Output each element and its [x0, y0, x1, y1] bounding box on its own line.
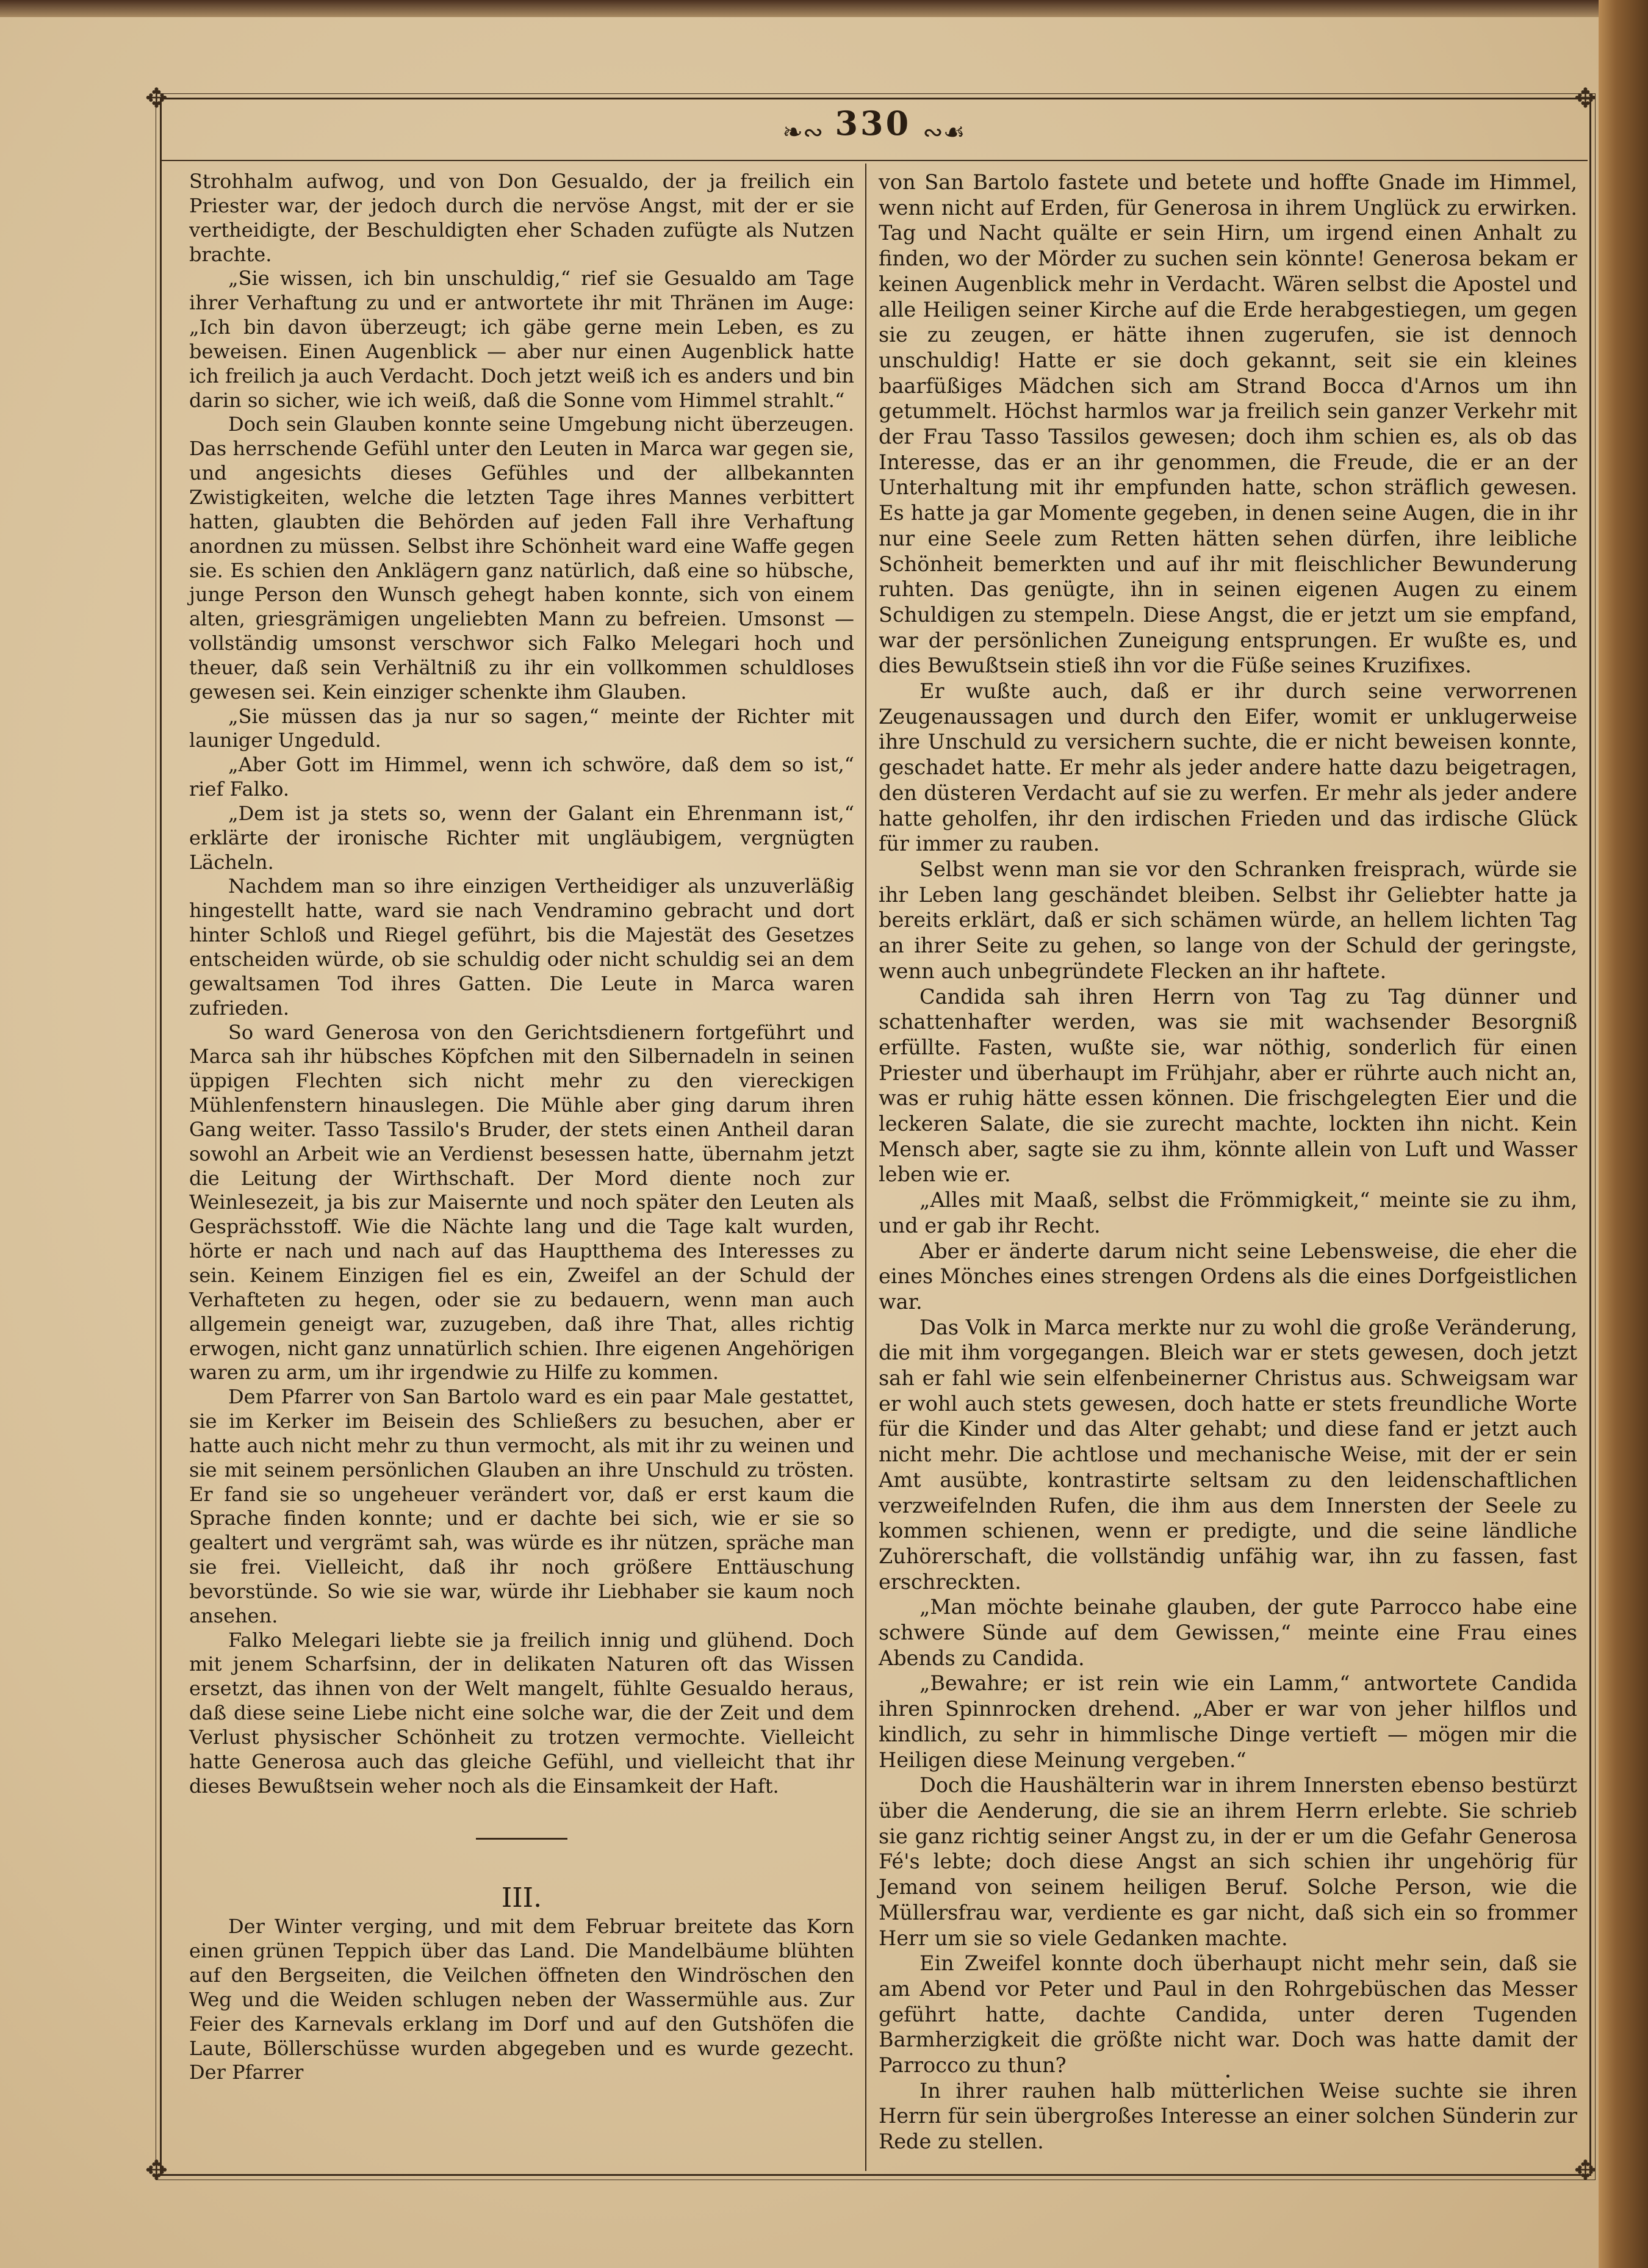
header-ornament-left: ❧∾ [782, 118, 824, 146]
paragraph: Doch die Haushälterin war in ihrem Innersten ebenso bestürzt über die Aenderung, die sie an ihrem Herrn erlebte. Sie schrieb sie ganz richtig seiner Angst zu, in der er um die Gefahr Generosa Fé's lebte; doch diese Angst an sich schien ihr ungehörig für Jemand von seinem heiligen Beruf. Solche Person, wie die Müllersfrau war, verdiente es gar nicht, daß sich ein so frommer Herr um sie so viele Gedanken machte. [879, 1773, 1577, 1950]
paragraph: In ihrer rauhen halb mütterlichen Weise suchte sie ihren Herrn für sein übergroßes Interesse an einer solchen Sünderin zur Rede zu stellen. [879, 2078, 1577, 2154]
corner-ornament-bottom-left: ✥ [145, 2155, 168, 2186]
ink-dot [1226, 2075, 1229, 2078]
paragraph: „Alles mit Maaß, selbst die Frömmigkeit,“ meinte sie zu ihm, und er gab ihr Recht. [879, 1188, 1577, 1237]
column-divider [865, 164, 866, 2171]
paragraph: „Aber Gott im Himmel, wenn ich schwöre, daß dem so ist,“ rief Falko. [189, 753, 854, 801]
corner-ornament-bottom-right: ✥ [1574, 2155, 1597, 2186]
paragraph: Er wußte auch, daß er ihr durch seine verworrenen Zeugenaussagen und durch den Eifer, womit er unklugerweise ihre Unschuld zu versichern suchte, die er nicht beweisen konnte, geschadet hatte. Er mehr als jeder andere hatte dazu beigetragen, den düsteren Verdacht auf sie zu werfen. Er mehr als jeder andere hatte geholfen, ihr den irdischen Frieden und das irdische Glück für immer zu rauben. [879, 679, 1577, 856]
paragraph: Der Winter verging, und mit dem Februar breitete das Korn einen grünen Teppich über das Land. Die Mandelbäume blühten auf den Bergseiten, die Veilchen öffneten den Windröschen den Weg und die Weiden schlugen neben der Wassermühle aus. Zur Feier des Karnevals erklang im Dorf und auf den Gutshöfen die Laute, Böllerschüsse wurden abgegeben und es wurde gezecht. Der Pfarrer [189, 1915, 854, 2084]
section-separator [476, 1838, 567, 1840]
paragraph: Dem Pfarrer von San Bartolo ward es ein paar Male gestattet, sie im Kerker im Beisein des Schließers zu besuchen, aber er hatte auch nicht mehr zu thun vermocht, als mit ihr zu weinen und sie mit seinem persönlichen Glauben an ihre Unschuld zu trösten. Er fand sie so ungeheuer verändert vor, daß er erst kaum die Sprache finden konnte; und er dachte bei sich, wie er sie so gealtert und vergrämt sah, was würde es ihr nützen, spräche man sie frei. Vielleicht, daß ihr noch größere Enttäuschung bevorstünde. So wie sie war, würde ihr Liebhaber sie kaum noch ansehen. [189, 1385, 854, 1627]
paragraph: „Sie wissen, ich bin unschuldig,“ rief sie Gesualdo am Tage ihrer Verhaftung zu und er antwortete ihr mit Thränen im Auge: „Ich bin davon überzeugt; ich gäbe gerne mein Leben, es zu beweisen. Einen Augenblick — aber nur einen Augenblick hatte ich freilich ja auch Verdacht. Doch jetzt weiß ich es anders und bin darin so sicher, wie ich weiß, daß die Sonne vom Himmel strahlt.“ [189, 267, 854, 412]
page-header [160, 104, 1588, 159]
paragraph: So ward Generosa von den Gerichtsdienern fortgeführt und Marca sah ihr hübsches Köpfchen mit den Silbernadeln in seinen üppigen Flechten sich nicht mehr zu den viereckigen Mühlenfenstern hinauslegen. Die Mühle aber ging darum ihren Gang weiter. Tasso Tassilo's Bruder, der stets einen Antheil daran sowohl an Arbeit wie an Verdienst besessen hatte, übernahm jetzt die Leitung der Wirthschaft. Der Mord diente noch zur Weinlesezeit, ja bis zur Maisernte und noch später den Leuten als Gesprächsstoff. Wie die Nächte lang und die Tage kalt wurden, hörte er nach und nach auf das Hauptthema des Interesses zu sein. Keinem Einzigen fiel es ein, Zweifel an der Schuld der Verhafteten zu hegen, oder sie zu bedauern, wenn man auch allgemein geneigt war, zuzugeben, daß ihre That, alles richtig erwogen, nicht ganz unnatürlich schien. Ihre eigenen Angehörigen waren zu arm, um ihr irgendwie zu Hilfe zu kommen. [189, 1020, 854, 1384]
paragraph: Selbst wenn man sie vor den Schranken freisprach, würde sie ihr Leben lang geschändet bleiben. Selbst ihr Geliebter hatte ja bereits erklärt, daß er sich schämen würde, an hellem lichten Tag an ihrer Seite zu gehen, so lange von der Schuld der geringste, wenn auch unbegründete Flecken an ihr haftete. [879, 857, 1577, 983]
paragraph: Nachdem man so ihre einzigen Vertheidiger als unzuverläßig hingestellt hatte, ward sie nach Vendramino gebracht und dort hinter Schloß und Riegel geführt, bis die Majestät des Gesetzes entscheiden würde, ob sie schuldig oder nicht schuldig sei an dem gewaltsamen Tod ihres Gatten. Die Leute in Marca waren zufrieden. [189, 874, 854, 1020]
paragraph: Falko Melegari liebte sie ja freilich innig und glühend. Doch mit jenem Scharfsinn, der in delikaten Naturen oft das Wissen ersetzt, das ihnen von der Welt mangelt, fühlte Gesualdo heraus, daß diese seine Liebe nicht eine solche war, die der Zeit und dem Verlust physischer Schönheit zu trotzen vermochte. Vielleicht hatte Generosa auch das gleiche Gefühl, und vielleicht that ihr dieses Bewußtsein weher noch als die Einsamkeit der Haft. [189, 1628, 854, 1798]
corner-ornament-top-left: ✥ [145, 83, 168, 114]
paragraph: Candida sah ihren Herrn von Tag zu Tag dünner und schattenhafter werden, was sie mit wachsender Besorgniß erfüllte. Fasten, wußte sie, war nöthig, sonderlich für einen Priester und überhaupt im Frühjahr, aber er rührte auch nicht an, was er ruhig hätte essen können. Die frischgelegten Eier und die leckeren Salate, die sie zurecht machte, lockten ihn nicht. Kein Mensch aber, sagte sie zu ihm, könnte allein von Luft und Wasser leben wie er. [879, 984, 1577, 1187]
section-heading: III. [501, 1882, 542, 1913]
paragraph: Strohhalm aufwog, und von Don Gesualdo, der ja freilich ein Priester war, der jedoch durch die nervöse Angst, mit der er sie vertheidigte, der Beschuldigten eher Schaden zufügte als Nutzen brachte. [189, 170, 854, 266]
left-column [189, 170, 854, 2085]
paragraph: Doch sein Glauben konnte seine Umgebung nicht überzeugen. Das herrschende Gefühl unter den Leuten in Marca war gegen sie, und angesichts dieses Gefühles und der allbekannten Zwistigkeiten, welche die letzten Tage ihres Mannes verbittert hatten, glaubten die Behörden auf jeden Fall ihre Verhaftung anordnen zu müssen. Selbst ihre Schönheit ward eine Waffe gegen sie. Es schien den Anklägern ganz natürlich, daß eine so hübsche, junge Person den Wunsch gehegt haben konnte, sich von einem alten, griesgrämigen ungeliebten Mann zu befreien. Umsonst — vollständig umsonst verschwor sich Falko Melegari hoch und theuer, daß sein Verhältniß zu ihr ein vollkommen schuldloses gewesen sei. Kein einziger schenkte ihm Glauben. [189, 412, 854, 704]
paragraph: „Sie müssen das ja nur so sagen,“ meinte der Richter mit launiger Ungeduld. [189, 704, 854, 752]
page-top-edge [0, 0, 1599, 17]
paragraph: Aber er änderte darum nicht seine Lebensweise, die eher die eines Mönches eines strengen Ordens als die eines Dorfgeistlichen war. [879, 1239, 1577, 1314]
paragraph: „Man möchte beinahe glauben, der gute Parrocco habe eine schwere Sünde auf dem Gewissen,“ meinte eine Frau eines Abends zu Candida. [879, 1595, 1577, 1670]
paragraph: Das Volk in Marca merkte nur zu wohl die große Veränderung, die mit ihm vorgegangen. Bleich war er stets gewesen, doch jetzt sah er fahl wie sein elfenbeinerner Christus aus. Schweigsam war er wohl auch stets gewesen, doch hatte er stets freundliche Worte für die Kinder und das Alter gehabt; und diese fand er jetzt auch nicht mehr. Die achtlose und mechanische Weise, mit der er sein Amt ausübte, kontrastirte seltsam zu den leidenschaftlichen verzweifelnden Rufen, die ihm aus dem Innersten der Seele zu kommen schienen, wenn er predigte, und die seine ländliche Zuhörerschaft, die vollständig unfähig war, ihn zu fassen, fast erschreckten. [879, 1315, 1577, 1594]
paragraph: von San Bartolo fastete und betete und hoffte Gnade im Himmel, wenn nicht auf Erden, für Generosa in ihrem Unglück zu erwirken. Tag und Nacht quälte er sein Hirn, um irgend einen Anhalt zu finden, wo der Mörder zu suchen sein könnte! Generosa bekam er keinen Augenblick mehr in Verdacht. Wären selbst die Apostel und alle Heiligen seiner Kirche auf die Erde herabgestiegen, um gegen sie zu zeugen, er hätte ihnen zugerufen, sie ist dennoch unschuldig! Hatte er sie doch gekannt, seit sie ein kleines baarfüßiges Mädchen sich am Strand Bocca d'Arnos um ihn getummelt. Höchst harmlos war ja freilich sein ganzer Verkehr mit der Frau Tasso Tassilos gewesen; doch ihm schien es, als ob das Interesse, das er an ihr genommen, die Freude, die er an der Unterhaltung mit ihr empfunden hatte, schon sträflich gewesen. Es hatte ja gar Momente gegeben, in denen seine Augen, die in ihr nur eine Seele zum Retten hätten sehen dürfen, ihre leibliche Schönheit bemerkten und auf ihr mit fleischlicher Bewunderung ruhten. Das genügte, ihn in seinen eigenen Augen zu einem Schuldigen zu stempeln. Diese Angst, die er jetzt um sie empfand, war der persönlichen Zuneigung entsprungen. Er wußte es, und dies Bewußtsein stieß ihn vor die Füße seines Kruzifixes. [879, 170, 1577, 678]
paragraph: „Bewahre; er ist rein wie ein Lamm,“ antwortete Candida ihren Spinnrocken drehend. „Aber er war von jeher hilflos und kindlich, zu sehr in himmlische Dinge vertieft — mögen mir die Heiligen diese Meinung vergeben.“ [879, 1671, 1577, 1772]
header-ornament-right: ∾☙ [923, 118, 965, 146]
paragraph: „Dem ist ja stets so, wenn der Galant ein Ehrenmann ist,“ erklärte der ironische Richter mit ungläubigem, vergnügten Lächeln. [189, 801, 854, 874]
corner-ornament-top-right: ✥ [1574, 83, 1597, 114]
header-rule [160, 160, 1588, 161]
paragraph: Ein Zweifel konnte doch überhaupt nicht mehr sein, daß sie am Abend vor Peter und Paul in den Rohrgebüschen das Messer geführt hatte, dachte Candida, unter deren Tugenden Barmherzigkeit die größte nicht war. Doch was hatte damit der Parrocco zu thun? [879, 1951, 1577, 2078]
right-column [879, 170, 1577, 2155]
book-spine [1599, 0, 1648, 2268]
page-number: 330 [835, 104, 912, 143]
